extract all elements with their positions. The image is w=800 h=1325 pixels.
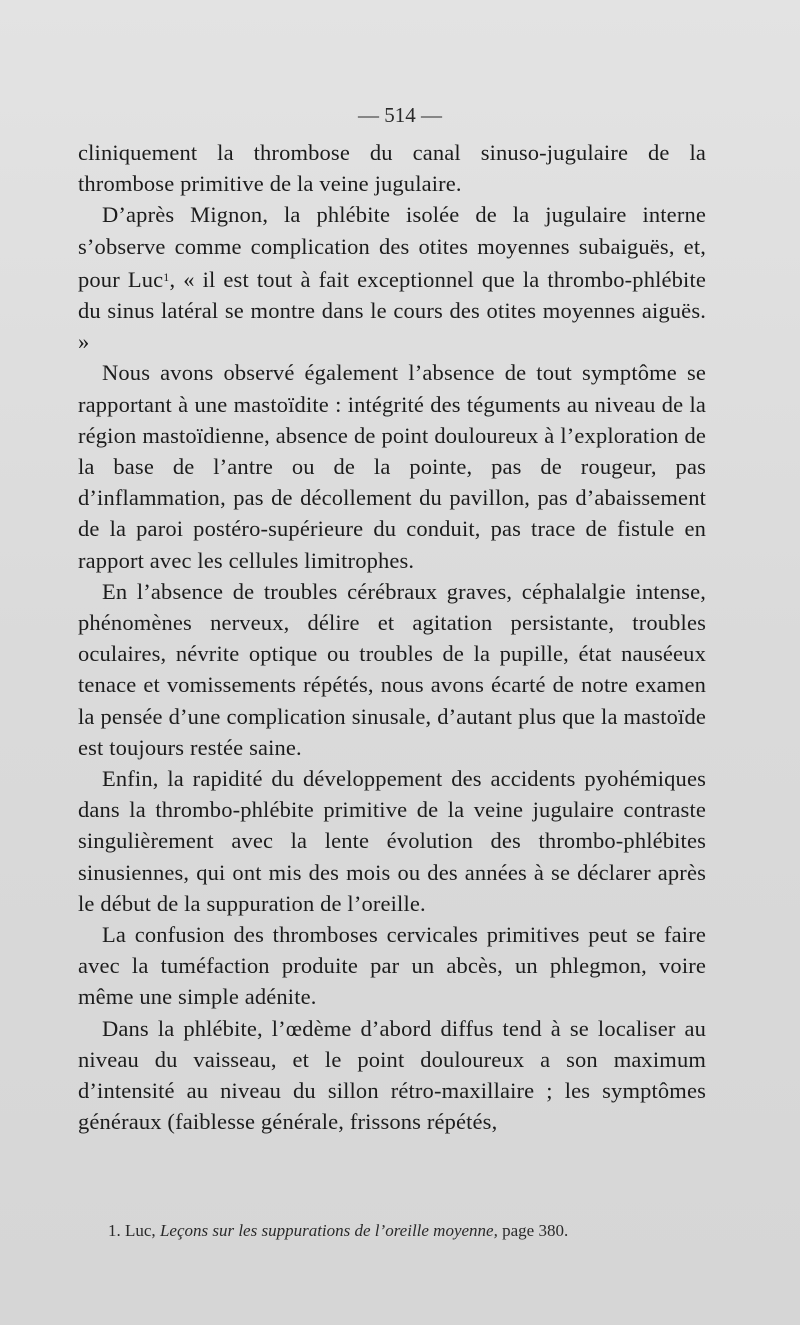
paragraph-6: La confusion des thromboses cervicales primitives peut se faire avec la tuméfaction produite par un abcès, un phlegmon, voire même une simple adénite. bbox=[78, 922, 706, 1010]
paragraph-7: Dans la phlébite, l’œdème d’abord diffus tend à se localiser au niveau du vaisseau, et le point douloureux a son maximum d’intensité au niveau du sillon rétro-maxillaire ; les symptômes généraux (faiblesse générale, frissons répétés, bbox=[78, 1015, 706, 1135]
paragraph-2-before: D’après Mignon, la phlébite isolée de la jugulaire interne s’observe comme complication des otites moyennes subaiguës, et, pour Luc bbox=[78, 202, 706, 292]
paragraph-2 bbox=[78, 199, 706, 357]
paragraph-3: Nous avons observé également l’absence de tout symptôme se rapportant à une mastoïdite : intégrité des téguments au niveau de la région mastoïdienne, absence de point douloureux à l’exploration de la base de l’antre ou de la pointe, pas de rougeur, pas d’inflammation, pas de décollement du pavillon, pas d’abaissement de la paroi postéro-supérieure du conduit, pas trace de fistule en rapport avec les cellules limitrophes. bbox=[78, 360, 706, 573]
body-text bbox=[78, 137, 706, 1138]
footnote-page: page 380. bbox=[502, 1221, 569, 1240]
paragraph-5: Enfin, la rapidité du développement des accidents pyohémiques dans la thrombo-phlébite primitive de la veine jugulaire contraste singulièrement avec la lente évolution des thrombo-phlébites sinusiennes, qui ont mis des mois ou des années à se déclarer après le début de la suppuration de l’oreille. bbox=[78, 766, 706, 916]
paragraph-2-after: , « il est tout à fait exceptionnel que la thrombo-phlébite du sinus latéral se montre dans le cours des otites moyennes aiguës. » bbox=[78, 266, 706, 355]
footnote-author: Luc, bbox=[125, 1221, 156, 1240]
paragraph-4: En l’absence de troubles cérébraux graves, céphalalgie intense, phénomènes nerveux, délire et agitation persistante, troubles oculaires, névrite optique ou troubles de la pupille, état nauséeux tenace et vomissements répétés, nous avons écarté de notre examen la pensée d’une complication sinusale, d’autant plus que la mastoïde est toujours restée saine. bbox=[78, 578, 706, 760]
page-number: — 514 — bbox=[358, 103, 442, 127]
footnote-title: Leçons sur les suppurations de l’oreille moyenne, bbox=[159, 1221, 498, 1240]
footnote-reference[interactable]: 1 bbox=[163, 269, 170, 284]
paragraph-1: cliniquement la thrombose du canal sinuso-jugulaire de la thrombose primitive de la veine jugulaire. bbox=[78, 140, 706, 197]
footnote bbox=[108, 1219, 728, 1243]
footnote-number: 1. bbox=[108, 1221, 121, 1240]
